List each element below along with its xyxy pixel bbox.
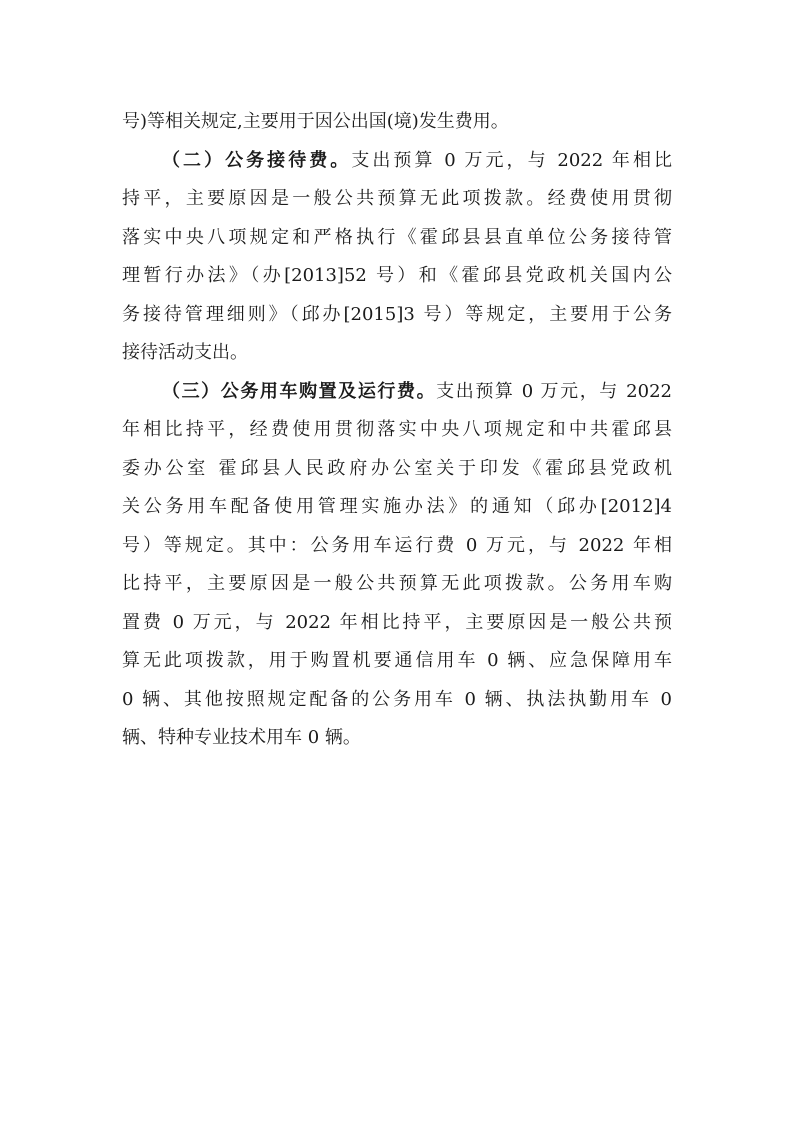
- text-line: 号）等规定。其中：公务用车运行费 0 万元，与 2022 年相: [122, 534, 672, 556]
- text-span: 支出预算 0 万元，与 2022: [436, 380, 672, 402]
- text-line: [122, 373, 672, 412]
- text-line: [122, 142, 672, 181]
- text-span: 支出预算 0 万元，与 2022 年相比: [351, 149, 672, 171]
- text-line: 算无此项拨款，用于购置机要通信用车 0 辆、应急保障用车: [122, 650, 672, 671]
- text-line: 比持平，主要原因是一般公共预算无此项拨款。公务用车购: [122, 573, 672, 594]
- document-body: [122, 103, 672, 758]
- paragraph-reception-expenses: [122, 142, 672, 373]
- text-line: 理暂行办法》（办[2013]52 号）和《霍邱县党政机关国内公: [122, 265, 672, 286]
- text-line: 置费 0 万元，与 2022 年相比持平，主要原因是一般公共预: [122, 611, 672, 633]
- text-line: 辆、特种专业技术用车 0 辆。: [122, 727, 361, 748]
- text-line: 委办公室 霍邱县人民政府办公室关于印发《霍邱县党政机: [122, 457, 672, 479]
- text-line: 落实中央八项规定和严格执行《霍邱县县直单位公务接待管: [122, 226, 672, 248]
- text-line: 0 辆、其他按照规定配备的公务用车 0 辆、执法执勤用车 0: [122, 688, 672, 710]
- text-line: 关公务用车配备使用管理实施办法》的通知（邱办[2012]4: [122, 496, 672, 517]
- section-heading-reception: （二）公务接待费。: [162, 149, 352, 171]
- text-line: 年相比持平，经费使用贯彻落实中央八项规定和中共霍邱县: [122, 419, 672, 440]
- text-line: 务接待管理细则》（邱办[2015]3 号）等规定，主要用于公务: [122, 303, 672, 325]
- paragraph-outbound-travel: [122, 103, 672, 142]
- section-heading-vehicles: （三）公务用车购置及运行费。: [162, 380, 437, 402]
- text-line: 持平，主要原因是一般公共预算无此项拨款。经费使用贯彻: [122, 188, 672, 209]
- paragraph-vehicle-expenses: [122, 373, 672, 758]
- text-line: 接待活动支出。: [122, 342, 248, 363]
- text-line: 号)等相关规定,主要用于因公出国(境)发生费用。: [122, 111, 509, 132]
